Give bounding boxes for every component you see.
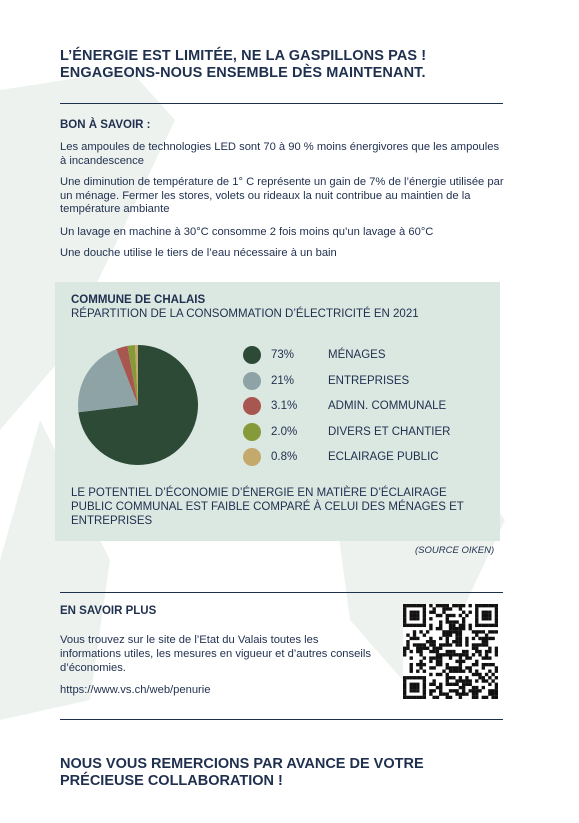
tip-laundry: Un lavage en machine à 30°C consomme 2 fois moins qu’un lavage à 60°C (60, 226, 434, 238)
penurie-link[interactable]: https://www.vs.ch/web/penurie (60, 684, 211, 696)
legend-item (243, 346, 493, 366)
legend-label: ENTREPRISES (328, 374, 410, 387)
legend-swatch (243, 346, 261, 364)
qr-code[interactable] (403, 604, 498, 699)
legend-swatch (243, 423, 261, 441)
consumption-panel (55, 282, 500, 541)
page-heading (60, 48, 520, 82)
legend-value: 0.8% (271, 451, 298, 463)
thanks-line1: NOUS VOUS REMERCIONS PAR AVANCE DE VOTRE (60, 756, 424, 772)
source-note: (SOURCE OIKEN) (415, 545, 495, 556)
tip-led: Les ampoules de technologies LED sont 70 à 90 % moins énergivores que les ampoules à incandescence (60, 141, 500, 167)
pie-chart (73, 340, 203, 470)
page-heading-line1: L’ÉNERGIE EST LIMITÉE, NE LA GASPILLONS PAS ! (60, 48, 427, 64)
page-heading-line2: ENGAGEONS-NOUS ENSEMBLE DÈS MAINTENANT. (60, 65, 426, 81)
learn-more-text: Vous trouvez sur le site de l’Etat du Valais toutes les informations utiles, les mesures en vigueur et d’autres conseils d’économies. (60, 634, 371, 674)
learn-more-title: EN SAVOIR PLUS (60, 605, 157, 617)
panel-note: LE POTENTIEL D’ÉCONOMIE D’ÉNERGIE EN MATIÈRE D’ÉCLAIRAGE PUBLIC COMMUNAL EST FAIBLE COMPARÉ À CELUI DES MÉNAGES ET ENTREPRISES (71, 487, 464, 527)
thanks-message (60, 756, 510, 790)
thanks-line2: PRÉCIEUSE COLLABORATION ! (60, 773, 283, 789)
legend-item (243, 423, 493, 443)
legend-item (243, 397, 493, 417)
legend-value: 3.1% (271, 400, 298, 412)
legend-item (243, 372, 493, 392)
legend-swatch (243, 397, 261, 415)
legend-value: 21% (271, 374, 295, 387)
legend-label: ECLAIRAGE PUBLIC (328, 451, 439, 463)
good-to-know-title: BON À SAVOIR : (60, 119, 151, 131)
tip-temperature: Une diminution de température de 1° C représente un gain de 7% de l’énergie utilisée par un ménage. Fermer les stores, volets ou rideaux la nuit contribue au maintien de la température ambiante (60, 176, 504, 215)
panel-chart-title: RÉPARTITION DE LA CONSOMMATION D’ÉLECTRICITÉ EN 2021 (71, 308, 419, 320)
legend-swatch (243, 372, 261, 390)
divider-top (60, 103, 503, 104)
divider-middle (60, 592, 503, 593)
legend-label: DIVERS ET CHANTIER (328, 425, 451, 438)
panel-commune-title: COMMUNE DE CHALAIS (71, 294, 206, 306)
legend-swatch (243, 448, 261, 466)
legend-label: MÉNAGES (328, 349, 386, 361)
legend-value: 73% (271, 349, 295, 361)
divider-bottom (60, 719, 503, 720)
legend-label: ADMIN. COMMUNALE (328, 400, 447, 412)
legend-item (243, 448, 493, 468)
legend-value: 2.0% (271, 425, 298, 438)
tip-shower: Une douche utilise le tiers de l’eau nécessaire à un bain (60, 247, 337, 259)
